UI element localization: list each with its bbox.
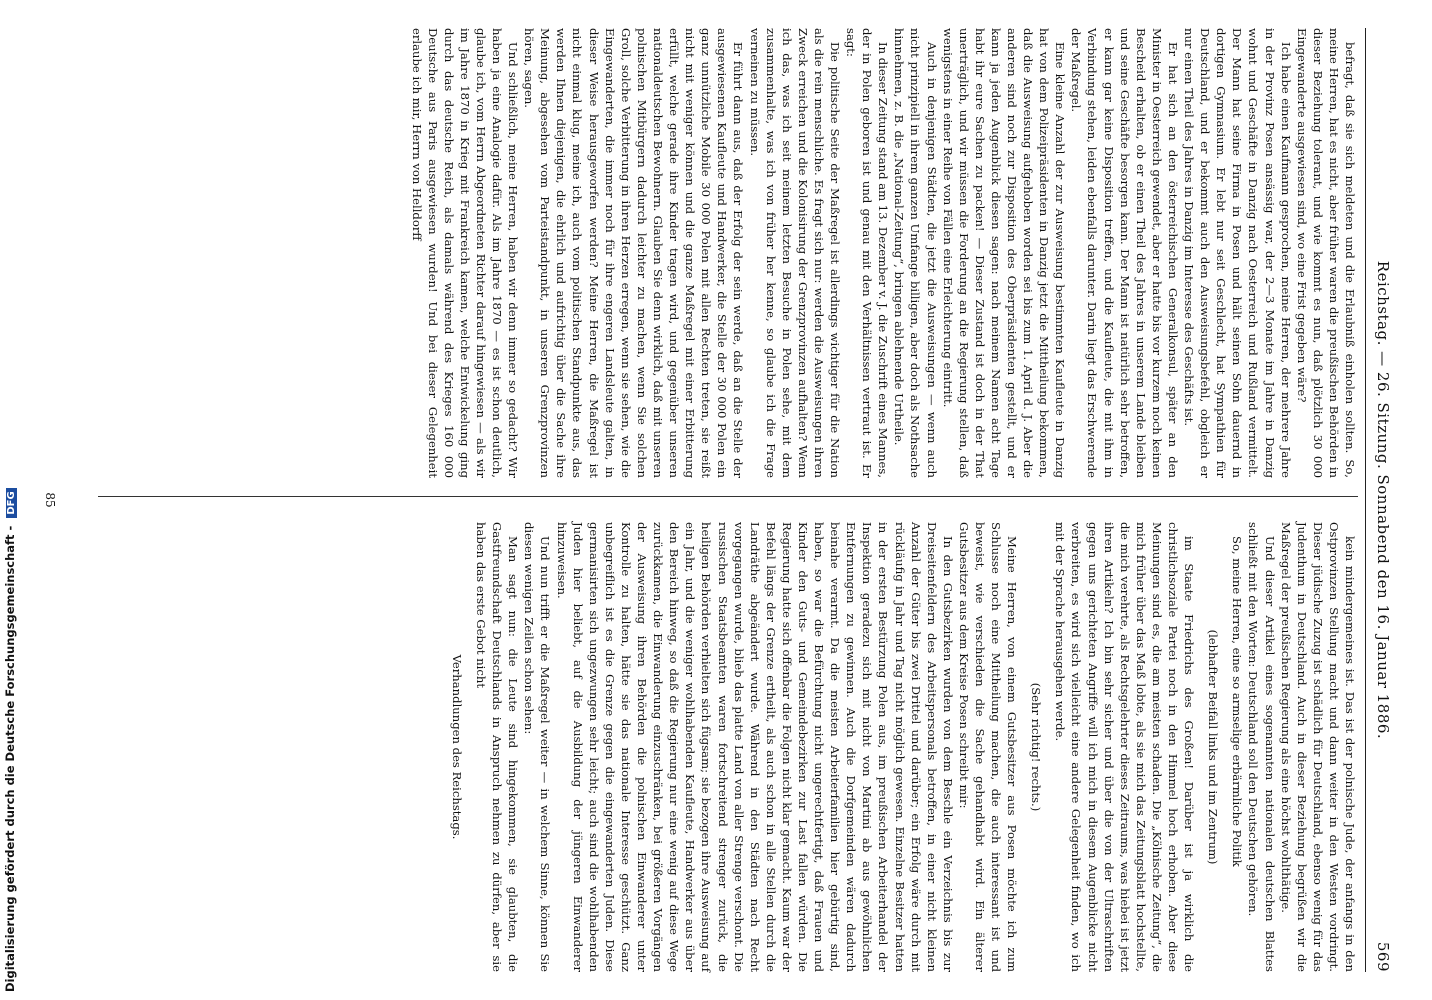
paragraph: In den Gutsbezirken wurden von dem Beschle ein Verzeichnis bis zur Dreiseitenfeldern des Arbeitspersonals betroffen, in einer nicht kleinen Anzahl der Güter bis zwei Drittel und darüber; ein Erfolg wäre durch mit rückläufig in Jahr und Tag nicht möglich gewesen. Einzelne Besitzer hatten in der ersten Bestürzung Polen aus, im preußischen Arbeiterhandel der Inspektion geradezu sich mit nicht von Martini ab aus gewöhnlichen Entfernungen zu gewinnen. Auch die Dorfgemeinden wären dadurch beinahe verarmt. Da die meisten Arbeiterfamilien hier gebürtig sind, haben, so war die Befürchtung nicht ungerechtfertigt, daß Frauen und Kinder den Guts- und Gemeindebezirken zur Last fallen würden. Die Regierung hatte sich offenbar die Folgen nicht klar gemacht. Kaum war der Befehl längs der Grenze ertheilt, als auch schon in alle Stellen durch die Landräthe abgeändert wurde. Während in den Städten nach Recht vorgegangen wurde, blieb das platte Land von aller Strenge verschont. Die russischen Staatsbeamten waren fortschreitend strenger zurück, die heiligen Behörden verhielten sich fügsam; sie bezogen ihre Ausweisung auf ein Jahr, und die weniger wohlhabenden Kaufleute, Handwerker aus über den Bereich hinweg, so daß die Regierung nur eine wenig auf diese Wege zurückkamen, die Einwanderung einzuschränken, bei größeren Vorgängen der Ausweisung ihren Behörden die polnischen Einwanderer unter Kontrolle zu halten, hätte sie das nationale Interesse geschützt. Ganz unbegreiflich ist es die Grenze gegen die eingewanderten Juden. Diese germanisirten sich ungezwungen sehr leicht; auch sind die wohlhabenden Juden hier beliebt, auf die Ausbildung der jüngeren Einwanderer hinzuweisen. xyxy=(554,522,955,972)
paragraph: Und dieser Artikel eines sogenannten nationalen deutschen Blattes schließt mit den Worten: Deutschland soll den Deutschen gehören. xyxy=(1246,522,1277,972)
page-header-title: Reichstag. — 26. Sitzung. Sonnabend den 16. Januar 1886. xyxy=(1374,260,1392,740)
paragraph: So, meine Herren, eine so armselige erbärmliche Politik xyxy=(1230,536,1245,867)
paragraph: Ich habe einen Kaufmann gesprochen, meine Herren, der mehrere Jahre in der Provinz Posen ansässig war, der 2—3 Monate im Jahre in Danzig wohnt und Geschäfte in Danzig nach Oesterreich und Rußland vermittelt. Der Mann hat seine Firma in Posen und hält seinen Sohn dauernd in dortigen Gymnasium. Er lebt nur seit Geschlecht, hat Sympathien für Deutschland, und er bekommt auch den Ausweisungsbefehl, obgleich er nur einen Theil des Jahres in Danzig im Interesse des Geschäfts ist. xyxy=(1182,28,1293,478)
paragraph: (Sehr richtig! rechts.) xyxy=(1029,682,1044,812)
paragraph: Meine Herren, von einem Gutsbesitzer aus Posen möchte ich zum Schlusse noch eine Mittheilung machen, die auch interessant ist und beweist, wie verschieden die Sache gehandhabt wird. Ein älterer Gutsbesitzer aus dem Kreise Posen schreibt mir: xyxy=(956,522,1020,972)
paragraph: (lebhafter Beifall links und im Zentrum) xyxy=(1206,629,1221,865)
paragraph: Verhandlungen des Reichstags. xyxy=(450,654,465,840)
digitization-credit xyxy=(3,488,17,992)
paragraph: Und nun trifft er die Maßregel weiter — in welchem Sinne, können Sie diesen wenigen Zeilen schon sehen: xyxy=(522,522,553,972)
paragraph: befragt, daß sie sich meldeten und die Erlaubniß einholen sollten. So, meine Herren, hat es nicht, aber früher waren die preußischen Behörden in dieser Beziehung tolerant, und wie kommt es nun, daß plötzlich 30 000 Eingewanderte ausgewiesen sind, wo eine Frist gegeben wäre? xyxy=(1294,28,1357,478)
right-text-column xyxy=(441,522,1358,972)
digitization-sidebar xyxy=(0,0,22,1000)
paragraph: Eine kleine Anzahl der zur Ausweisung bestimmten Kaufleute in Danzig hat von dem Polizeipräsidenten in Danzig jetzt die Mittheilung bekommen, daß die Ausweisung aufgehoben worden sei bis zum 1. April d. J. Aber die anderen sind noch zur Disposition des Oberpräsidenten gestellt, und er kann ja jeden Augenblick diesen sagen: nach meinem Namen acht Tage habt ihr eure Sachen zu packen! — Dieser Zustand ist doch in der That unerträglich, und wir müssen die Forderung an die Regierung stellen, daß wenigstens in einer Reihe von Fällen eine Erleichterung eintritt. xyxy=(940,28,1068,478)
paragraph: Und schließlich, meine Herren, haben wir denn immer so gedacht? Wir haben ja eine Analogie dafür. Als im Jahre 1870 — es ist schon deutlich, glaube ich, vom Herrn Abgeordneten Richter darauf hingewiesen — als wir im Jahre 1870 in Krieg mit Frankreich kamen, welche Entwickelung ging durch das deutsche Reich, als damals während des Krieges 160 000 Deutsche aus Paris ausgewiesen wurden! Und bei dieser Gelegenheit erlaube ich mir, Herrn von Helldorff xyxy=(409,28,521,478)
page-number: 569 xyxy=(1374,941,1392,972)
paragraph: Er führt dann aus, daß der Erfolg der sein werde, daß an die Stelle der ausgewiesenen Kaufleute und Handwerker, die Stelle der 30 000 Polen ein ganz unnützliche Mobile 30 000 Polen mit allen Rechten treten, sie reißt nicht mit weniger können und die ganze Maßregel mit einer Erbitterung erfüllt, welche gerade ihre Kinder tragen wird, und gegenüber unseren nationaldeutschen Bewohnern. Glauben Sie denn wirklich, daß mit unseren polnischen Mitbürgern dadurch leichter zu machen, wenn Sie solchen Groll, solche Verbitterung in ihren Herzen erregen, wenn sie sehen, wie die Eingewanderten, die immer noch für ihre engeren Landsleute galten, in dieser Weise herausgeworfen werden? Meine Herren, die Maßregel ist nicht einmal klug, meine ich, auch vom politischen Standpunkte aus, das werden Ihnen diejenigen, die ehrlich und aufrichtig über die Sache ihre Meinung, abgesehen vom Parteistandpunkt, in unseren Grenzprovinzen hören, sagen. xyxy=(522,28,746,478)
page-header xyxy=(1370,28,1392,972)
paragraph: Auch in denjenigen Städten, die jetzt die Ausweisungen — wenn auch nicht prinzipiell in ihrem ganzen Umfange billigen, aber doch als Nothsache hinnehmen, z. B. die „National-Zeitung“, bringen ablehnende Urtheile. xyxy=(892,28,939,478)
paragraph: Er hat sich an den österreichischen Generalkonsul, später an den Minister in Oesterreich gewendet, aber er hatte bis vor kurzem noch keinen Bescheid erhalten, ob er einen Theil des Jahres in unserem Lande bleiben und seine Geschäfte besorgen kann. Der Mann ist natürlich sehr betroffen, er kann gar keine Disposition treffen, und die Kaufleute, die mit ihm in Verbindung stehen, leiden ebenfalls darunter. Darin liegt das Erschwerende der Maßregel. xyxy=(1069,28,1180,478)
column-divider xyxy=(98,496,1358,497)
left-text-column xyxy=(408,28,1358,478)
paragraph: In dieser Zeitung stand am 13. Dezember v. J. die Zuschrift eines Mannes, der in Polen geboren ist und genau mit den Verhältnissen vertraut ist. Er sagt: xyxy=(844,28,891,478)
paragraph: im Staate Friedrichs des Großen! Darüber ist ja wirklich die christlichsoziale Partei noch in den Himmel hoch erhoben. Aber diese Meinungen sind es, die am meisten schaden. Die „Kölnische Zeitung“, die mich früher über das Maß lobte, als sie mich das Zeitungsblatt hochstellte, die mich verehrte, als Rechtsgelehrter dieses Zeitraums, was hiebei ist jetzt ihren Artikeln? Ich bin sehr sicher und über die von der Ultraschriften gegen uns gerichteten Angriffe will ich mich in diesem Augenblicke nicht verbreiten, es wird sich vielleicht eine andere Gelegenheit finden, wo ich mit der Sprache herausgehen werde. xyxy=(1053,522,1197,972)
digitization-credit-text: Digitalisierung gefördert durch die Deutsche Forschungsgemeinschaft - xyxy=(3,525,17,992)
header-rule xyxy=(1365,28,1366,972)
paragraph: Man sagt nun: die Leute sind hingekommen, sie glaubten, die Gastfreundschaft Deutschlands in Anspruch nehmen zu dürfen, aber sie haben das erste Gebot nicht xyxy=(474,522,521,972)
page-footer-marker: 85 xyxy=(43,492,57,508)
dfg-logo-icon: DFG xyxy=(6,488,17,517)
paragraph: Die politische Seite der Maßregel ist allerdings wichtiger für die Nation als die rein menschliche. Es fragt sich nur: werden die Ausweisungen ihren Zweck erreichen und die Kolonisirung der Grenzprovinzen aufhalten? Wenn ich das, was ich seit meinem letzten Besuche in Polen sehe, mit dem zusammenhalte, was ich von früher her kenne, so glaube ich die Frage verneinen zu müssen. xyxy=(747,28,842,478)
paragraph: kein mindergemeines ist. Das ist der polnische Jude, der anfangs in den Ostprovinzen Stellung macht und dann weiter in den Westen vordringt. Dieser jüdische Zuzug ist schädlich für Deutschland, ebenso wenig für das Judenthum in Deutschland. Auch in dieser Beziehung begrüßen wir die Maßregel der preußischen Regierung als eine höchst wohlthätige. xyxy=(1278,522,1357,972)
